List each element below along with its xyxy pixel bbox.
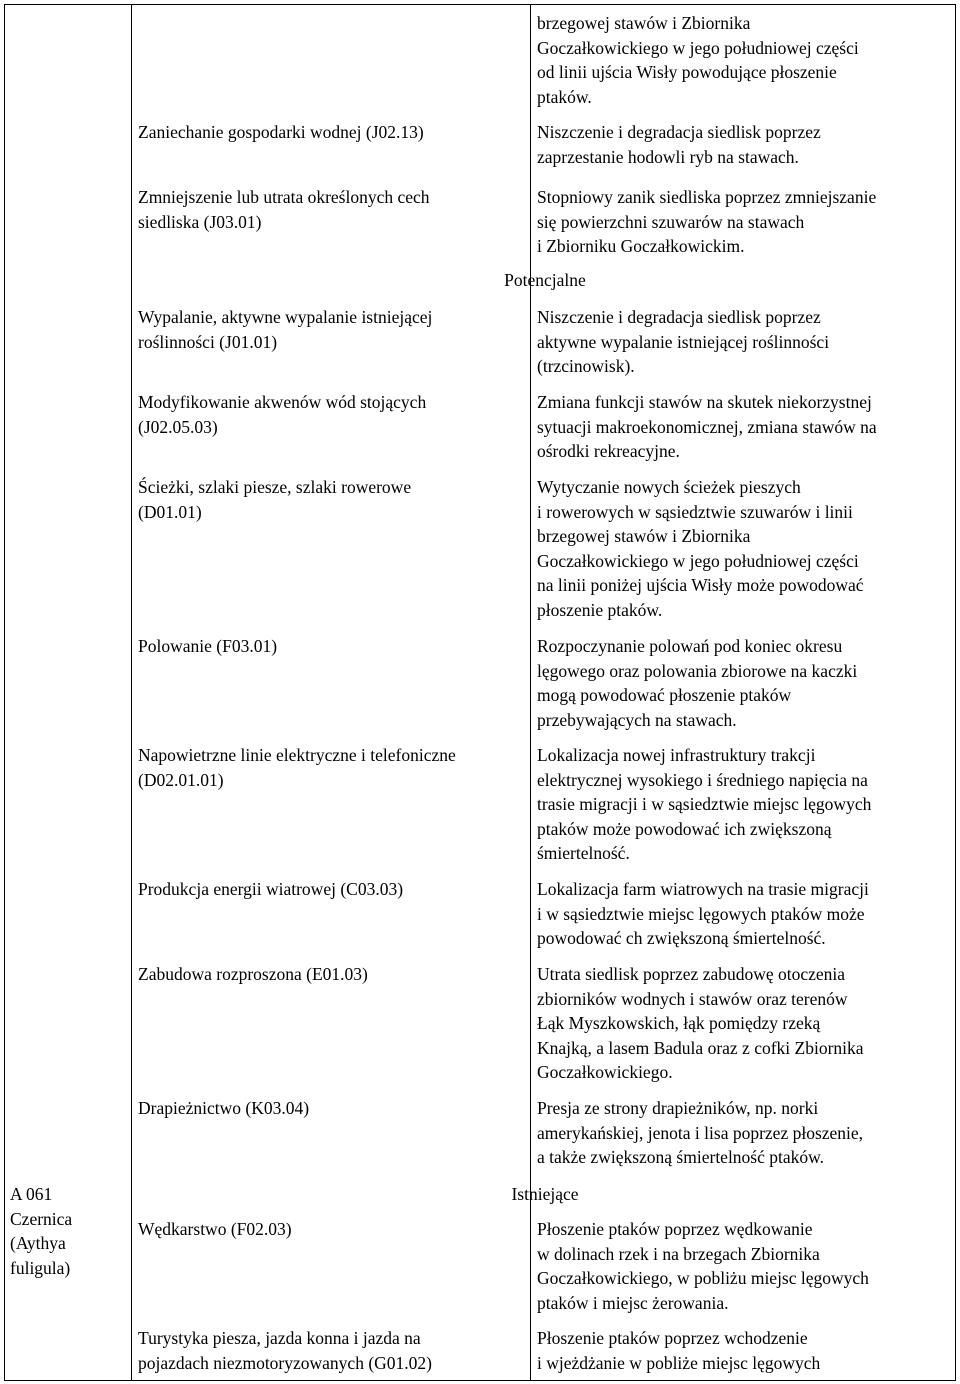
threat-description: Lokalizacja nowej infrastruktury trakcji elektrycznej wysokiego i średniego napięcia na trasie migracji i w sąsiedztwie miejsc lęgowych ptaków może powodować ich zwiększoną śmiertelność.	[537, 745, 872, 863]
threat-description: Presja ze strony drapieżników, np. norki amerykańskiej, jenota i lisa poprzez płoszenie, a także zwiększoną śmiertelność ptaków.	[537, 1098, 864, 1167]
threat-name: Zabudowa rozproszona (E01.03)	[138, 964, 368, 984]
threat-description: Niszczenie i degradacja siedlisk poprzez zaprzestanie hodowli ryb na stawach.	[537, 122, 821, 167]
threat-description: Niszczenie i degradacja siedlisk poprzez aktywne wypalanie istniejącej roślinności (trzcinowisk).	[537, 307, 830, 376]
threat-name: Wypalanie, aktywne wypalanie istniejącej roślinności (J01.01)	[138, 307, 433, 352]
threat-description: Utrata siedlisk poprzez zabudowę otoczenia zbiorników wodnych i stawów oraz terenów Łąk Myszkowskich, łąk pomiędzy rzeką Knajką, a lasem Badula oraz z cofki Zbiornika Goczałkowickiego.	[537, 964, 864, 1082]
threat-name: Ścieżki, szlaki piesze, szlaki rowerowe (D01.01)	[138, 477, 412, 522]
description-continued: brzegowej stawów i Zbiornika Goczałkowickiego w jego południowej części od linii ujścia Wisły powodujące płoszenie ptaków.	[537, 13, 859, 107]
threat-description: Płoszenie ptaków poprzez wędkowanie w dolinach rzek i na brzegach Zbiornika Goczałkowickiego, w pobliżu miejsc lęgowych ptaków i miejsc żerowania.	[537, 1219, 869, 1313]
table-border-left	[4, 4, 5, 1381]
table-border-bottom	[4, 1380, 956, 1381]
species-label: A 061 Czernica (Aythya fuligula)	[10, 1184, 73, 1278]
table-divider-species	[131, 4, 132, 1381]
threat-description: Wytyczanie nowych ścieżek pieszych i rowerowych w sąsiedztwie szuwarów i linii brzegowej stawów i Zbiornika Goczałkowickiego w jego południowej części na linii poniżej ujścia Wisły może powodować płoszenie ptaków.	[537, 477, 864, 620]
threat-description: Lokalizacja farm wiatrowych na trasie migracji i w sąsiedztwie miejsc lęgowych ptaków może powodować ch zwiększoną śmiertelność.	[537, 879, 869, 948]
category-potential: Potencjalne	[504, 270, 586, 290]
threat-name: Zmniejszenie lub utrata określonych cech siedliska (J03.01)	[138, 187, 430, 232]
threat-name: Modyfikowanie akwenów wód stojących (J02.05.03)	[138, 392, 427, 437]
threat-name: Polowanie (F03.01)	[138, 636, 278, 656]
threat-name: Napowietrzne linie elektryczne i telefoniczne (D02.01.01)	[138, 745, 456, 790]
threat-description: Płoszenie ptaków poprzez wchodzenie i wjeżdżanie w pobliże miejsc lęgowych	[537, 1328, 821, 1373]
threat-description: Zmiana funkcji stawów na skutek niekorzystnej sytuacji makroekonomicznej, zmiana stawów na ośrodki rekreacyjne.	[537, 392, 877, 461]
threat-name: Turystyka piesza, jazda konna i jazda na pojazdach niezmotoryzowanych (G01.02)	[138, 1328, 432, 1373]
threat-name: Zaniechanie gospodarki wodnej (J02.13)	[138, 122, 424, 142]
threat-name: Wędkarstwo (F02.03)	[138, 1219, 292, 1239]
threat-name: Drapieżnictwo (K03.04)	[138, 1098, 310, 1118]
category-existing: Istniejące	[511, 1184, 579, 1204]
table-border-right	[955, 4, 956, 1381]
threat-description: Stopniowy zanik siedliska poprzez zmniejszanie się powierzchni szuwarów na stawach i Zbiorniku Goczałkowickim.	[537, 187, 877, 256]
table-border-top	[4, 4, 956, 5]
threat-name: Produkcja energii wiatrowej (C03.03)	[138, 879, 404, 899]
threat-description: Rozpoczynanie polowań pod koniec okresu lęgowego oraz polowania zbiorowe na kaczki mogą powodować płoszenie ptaków przebywających na stawach.	[537, 636, 858, 730]
